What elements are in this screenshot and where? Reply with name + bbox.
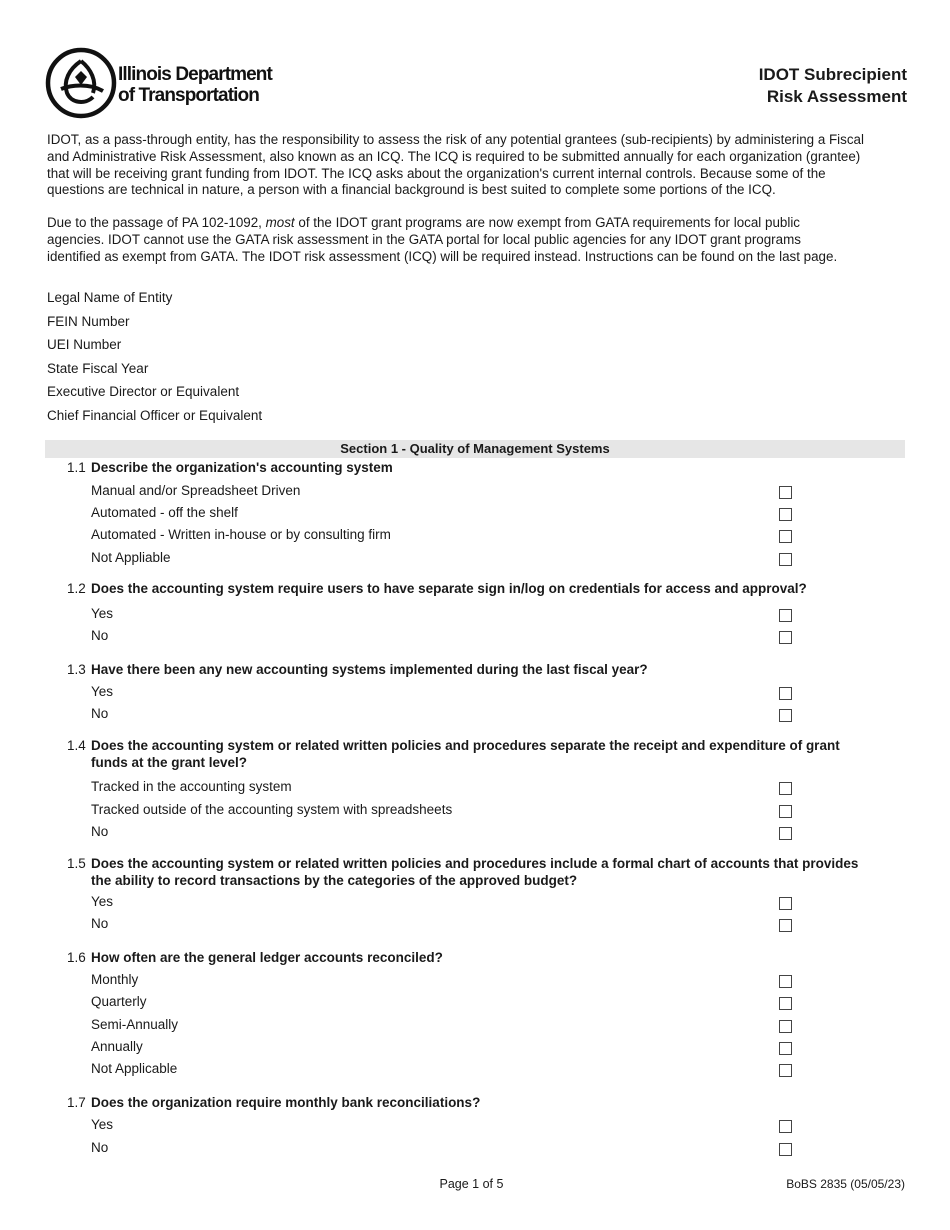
checkbox[interactable] (779, 687, 792, 700)
question-number: 1.3 (67, 662, 86, 677)
option-label: Not Appliable (91, 550, 171, 565)
question-text-line: Does the accounting system or related written policies and procedures include a formal chart of accounts that provides (91, 856, 859, 871)
field-legal-name: Legal Name of Entity (47, 290, 173, 305)
question-text-line: Does the accounting system or related written policies and procedures separate the receipt and expenditure of grant (91, 738, 840, 753)
question-number: 1.1 (67, 460, 86, 475)
field-cfo: Chief Financial Officer or Equivalent (47, 408, 263, 423)
option-label: Yes (91, 1117, 114, 1132)
option-label: Annually (91, 1039, 143, 1054)
option-label: Not Applicable (91, 1061, 178, 1076)
option-label: Quarterly (91, 994, 147, 1009)
agency-name-line1: Illinois Department (118, 64, 272, 85)
checkbox[interactable] (779, 975, 792, 988)
page-title-line2: Risk Assessment (766, 87, 907, 106)
option-label: No (91, 1140, 109, 1155)
page-title-line1: IDOT Subrecipient (758, 65, 907, 84)
section-title: Section 1 - Quality of Management Systems (340, 441, 610, 456)
intro-p2-line: identified as exempt from GATA. The IDOT risk assessment (ICQ) will be required instead. Instructions can be found on the last page. (47, 248, 838, 264)
intro-p1-line: IDOT, as a pass-through entity, has the responsibility to assess the risk of any potential grantees (sub-recipients) by administering a Fiscal (47, 132, 864, 147)
intro-paragraph-1 (47, 132, 907, 199)
option-label: Automated - off the shelf (91, 505, 238, 520)
intro-p2-line (47, 215, 907, 232)
question-text: Does the organization require monthly bank reconciliations? (91, 1095, 481, 1110)
field-executive-director: Executive Director or Equivalent (47, 384, 240, 399)
option-label: Semi-Annually (91, 1017, 179, 1032)
question-text-line: the ability to record transactions by the categories of the approved budget? (91, 872, 578, 888)
checkbox[interactable] (779, 1143, 792, 1156)
checkbox[interactable] (779, 553, 792, 566)
checkbox[interactable] (779, 1120, 792, 1133)
checkbox[interactable] (779, 919, 792, 932)
intro-p2-emphasis: most (265, 215, 295, 230)
agency-name-line2: of Transportation (118, 85, 259, 106)
question-text: Does the accounting system require users to have separate sign in/log on credentials for access and approval? (91, 581, 807, 596)
intro-p1-line: that will be receiving grant funding from IDOT. The ICQ asks about the organization's current internal controls. Because some of the (47, 165, 826, 181)
form-id: BoBS 2835 (05/05/23) (786, 1177, 905, 1191)
checkbox[interactable] (779, 508, 792, 521)
question-number: 1.4 (67, 738, 86, 753)
question-text: Have there been any new accounting systems implemented during the last fiscal year? (91, 662, 648, 677)
option-label: No (91, 628, 109, 643)
option-label: Yes (91, 684, 114, 699)
checkbox[interactable] (779, 1042, 792, 1055)
option-label: Manual and/or Spreadsheet Driven (91, 483, 301, 498)
option-label: Automated - Written in-house or by consulting firm (91, 527, 391, 542)
question-number: 1.5 (67, 856, 86, 871)
option-label: Tracked in the accounting system (91, 779, 292, 794)
intro-p1-line: and Administrative Risk Assessment, also known as an ICQ. The ICQ is required to be submitted annually for each organization (grantee) (47, 148, 861, 164)
checkbox[interactable] (779, 709, 792, 722)
question-number: 1.6 (67, 950, 86, 965)
checkbox[interactable] (779, 782, 792, 795)
checkbox[interactable] (779, 1020, 792, 1033)
page-number: Page 1 of 5 (439, 1177, 504, 1191)
intro-p2-text: of the IDOT grant programs are now exempt from GATA requirements for local public (294, 215, 800, 230)
intro-paragraph-2 (47, 215, 907, 265)
option-label: No (91, 706, 109, 721)
checkbox[interactable] (779, 897, 792, 910)
option-label: Yes (91, 894, 114, 909)
option-label: Yes (91, 606, 114, 621)
question-text: Describe the organization's accounting system (91, 460, 393, 475)
intro-p1-line: questions are technical in nature, a person with a financial background is best suited to complete some portions of the ICQ. (47, 182, 776, 198)
checkbox[interactable] (779, 997, 792, 1010)
idot-logo-icon (45, 47, 119, 121)
field-uei: UEI Number (47, 337, 122, 352)
checkbox[interactable] (779, 530, 792, 543)
question-text (91, 738, 901, 771)
option-label: Tracked outside of the accounting system with spreadsheets (91, 802, 453, 817)
intro-p2-line: agencies. IDOT cannot use the GATA risk assessment in the GATA portal for local public agencies for any IDOT grant programs (47, 231, 801, 247)
question-number: 1.7 (67, 1095, 86, 1110)
checkbox[interactable] (779, 1064, 792, 1077)
option-label: No (91, 916, 109, 931)
option-label: Monthly (91, 972, 139, 987)
question-number: 1.2 (67, 581, 86, 596)
checkbox[interactable] (779, 609, 792, 622)
checkbox[interactable] (779, 827, 792, 840)
question-text (91, 856, 901, 889)
question-text: How often are the general ledger accounts reconciled? (91, 950, 443, 965)
field-fiscal-year: State Fiscal Year (47, 361, 149, 376)
intro-p2-text: Due to the passage of PA 102-1092, (47, 215, 266, 230)
agency-name (118, 64, 272, 106)
checkbox[interactable] (779, 631, 792, 644)
checkbox[interactable] (779, 486, 792, 499)
option-label: No (91, 824, 109, 839)
checkbox[interactable] (779, 805, 792, 818)
page-title (759, 64, 907, 108)
field-fein: FEIN Number (47, 314, 130, 329)
question-text-line: funds at the grant level? (91, 754, 248, 770)
